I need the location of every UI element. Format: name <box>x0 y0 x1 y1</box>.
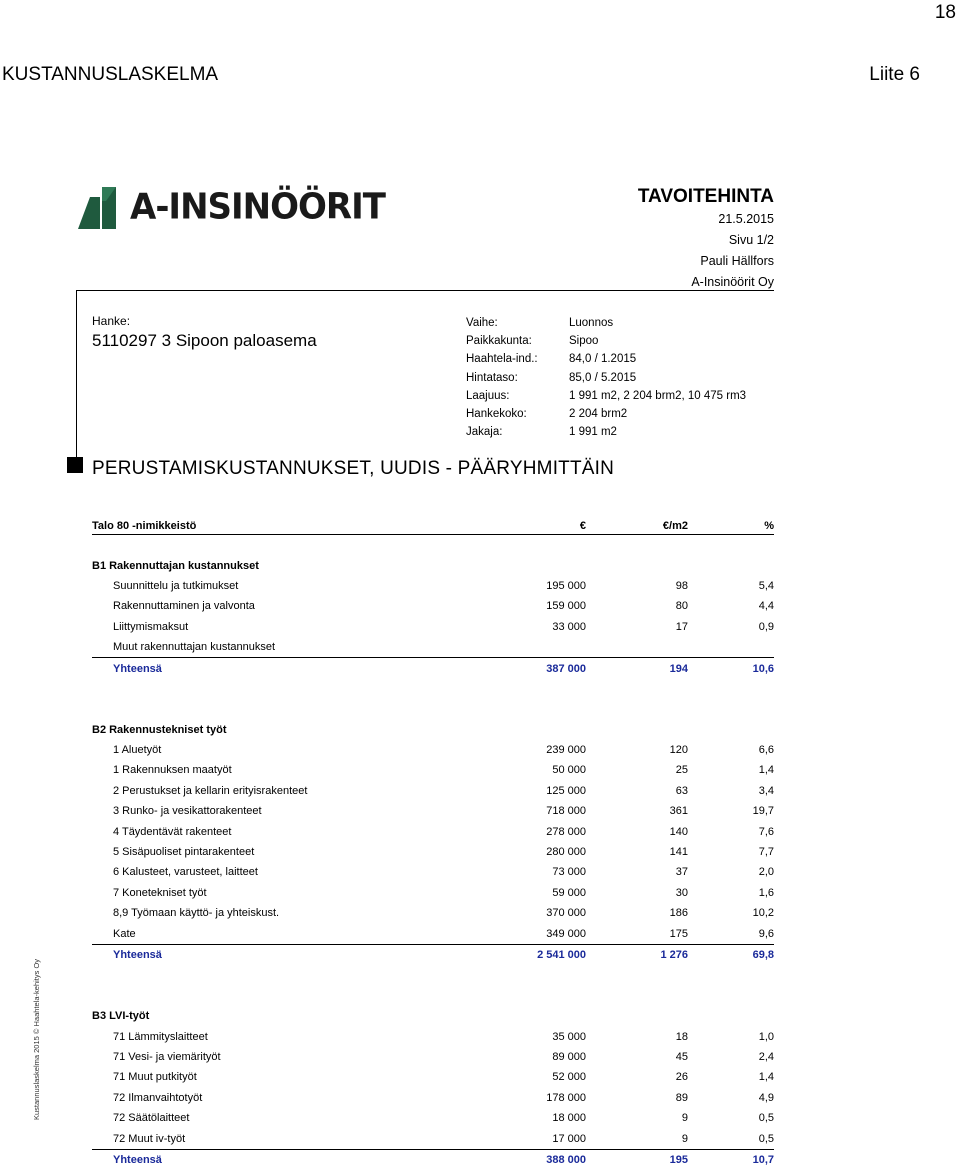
total-row <box>92 1149 774 1170</box>
cell-eur: 18 000 <box>552 1112 586 1125</box>
table-row <box>92 1088 774 1108</box>
group-spacer <box>92 965 774 985</box>
cell-name: Rakennuttaminen ja valvonta <box>113 600 255 613</box>
cell-name: 72 Ilmanvaihtotyöt <box>113 1091 203 1104</box>
table-body <box>92 535 774 1170</box>
cell-pct: 10,7 <box>752 1153 774 1166</box>
info-key: Hankekoko: <box>466 408 527 421</box>
group-spacer <box>92 699 774 719</box>
cell-eur: 52 000 <box>552 1071 586 1084</box>
info-row <box>466 369 746 387</box>
table-row <box>92 842 774 862</box>
cell-eur-m2: 141 <box>669 846 688 859</box>
project-block <box>92 314 317 351</box>
estimate-type: TAVOITEHINTA <box>637 186 774 207</box>
cell-pct: 5,4 <box>758 579 774 592</box>
cell-eur-m2: 25 <box>675 764 688 777</box>
cell-eur-m2: 361 <box>669 805 688 818</box>
info-key: Haahtela-ind.: <box>466 353 538 366</box>
cell-eur: 35 000 <box>552 1030 586 1043</box>
header-author: Pauli Hällfors <box>700 254 774 268</box>
header-page: Sivu 1/2 <box>728 233 774 247</box>
cell-pct: 4,4 <box>758 600 774 613</box>
cell-name: 72 Muut iv-työt <box>113 1132 186 1145</box>
header-date: 21.5.2015 <box>718 212 774 226</box>
table-row <box>92 821 774 841</box>
frame-line-horizontal <box>76 290 774 291</box>
table-row <box>92 1108 774 1128</box>
cell-eur-m2: 120 <box>669 744 688 757</box>
cell-name: 1 Rakennuksen maatyöt <box>113 764 232 777</box>
section-title: PERUSTAMISKUSTANNUKSET, UUDIS - PÄÄRYHMITTÄIN <box>92 458 615 479</box>
cell-eur: 370 000 <box>546 907 586 920</box>
info-key: Vaihe: <box>466 317 498 329</box>
table-row <box>92 617 774 637</box>
cell-eur-m2: 17 <box>675 620 688 633</box>
cell-eur: 73 000 <box>552 866 586 879</box>
cell-eur-m2: 175 <box>669 927 688 940</box>
info-key: Jakaja: <box>466 426 503 439</box>
table-header <box>92 517 774 535</box>
group-title <box>92 555 774 575</box>
cell-eur: 89 000 <box>552 1050 586 1063</box>
cell-eur-m2: 186 <box>669 907 688 920</box>
cell-name: Muut rakennuttajan kustannukset <box>113 641 276 654</box>
cell-name: 8,9 Työmaan käyttö- ja yhteiskust. <box>113 907 280 920</box>
cell-eur: 178 000 <box>546 1091 586 1104</box>
appendix-label: Liite 6 <box>869 64 920 85</box>
table-row <box>92 862 774 882</box>
header-pct: % <box>764 519 774 532</box>
info-value: Sipoo <box>569 335 599 348</box>
cell-name: 2 Perustukset ja kellarin erityisrakenteet <box>113 784 308 797</box>
cell-eur-m2: 18 <box>675 1030 688 1043</box>
project-info <box>466 314 746 441</box>
group-spacer <box>92 679 774 699</box>
cell-eur: 387 000 <box>546 662 586 675</box>
cell-eur-m2: 140 <box>669 825 688 838</box>
cell-pct: 1,4 <box>758 764 774 777</box>
cell-eur-m2: 80 <box>675 600 688 613</box>
info-value: 1 991 m2, 2 204 brm2, 10 475 rm3 <box>569 389 747 402</box>
cell-eur: 125 000 <box>546 784 586 797</box>
table-row <box>92 576 774 596</box>
cell-eur-m2: 89 <box>675 1091 688 1104</box>
table-row <box>92 1067 774 1087</box>
project-name: 5110297 3 Sipoon paloasema <box>92 331 317 350</box>
cell-eur-m2: 30 <box>675 886 688 899</box>
cell-name: Yhteensä <box>113 1153 162 1166</box>
table-row <box>92 1026 774 1046</box>
total-row <box>92 944 774 965</box>
info-value: Luonnos <box>569 317 614 329</box>
group-spacer <box>92 986 774 1006</box>
cell-pct: 0,5 <box>758 1112 774 1125</box>
cell-eur: 159 000 <box>546 600 586 613</box>
info-row <box>466 405 746 423</box>
group-spacer <box>92 535 774 555</box>
cell-eur: 718 000 <box>546 805 586 818</box>
cell-name: 6 Kalusteet, varusteet, laitteet <box>113 866 258 879</box>
page-number: 18 <box>934 2 956 23</box>
cell-name: Liittymismaksut <box>113 620 189 633</box>
cell-pct: 69,8 <box>752 949 774 961</box>
info-row <box>466 314 746 332</box>
table-row <box>92 903 774 923</box>
cell-name: 7 Konetekniset työt <box>113 886 207 899</box>
table-row <box>92 1047 774 1067</box>
cell-pct: 1,6 <box>758 886 774 899</box>
cell-eur-m2: 26 <box>675 1071 688 1084</box>
cell-name: 71 Lämmityslaitteet <box>113 1030 208 1043</box>
info-key: Hintataso: <box>466 371 518 384</box>
cell-eur: 59 000 <box>552 886 586 899</box>
cell-name: 5 Sisäpuoliset pintarakenteet <box>113 846 255 859</box>
cell-eur: 17 000 <box>552 1132 586 1145</box>
cell-pct: 2,0 <box>758 866 774 879</box>
cell-eur: 33 000 <box>552 620 586 633</box>
cell-pct: 19,7 <box>752 805 774 818</box>
table-row <box>92 740 774 760</box>
cell-pct: 10,6 <box>752 662 774 675</box>
cell-pct: 1,0 <box>758 1030 774 1043</box>
info-row <box>466 332 746 350</box>
table-row <box>92 923 774 943</box>
cell-eur-m2: 9 <box>681 1112 688 1125</box>
table-row <box>92 1128 774 1148</box>
info-row <box>466 387 746 405</box>
header-company: A-Insinöörit Oy <box>691 275 774 289</box>
cell-name: Suunnittelu ja tutkimukset <box>113 579 239 592</box>
cell-pct: 0,5 <box>758 1132 774 1145</box>
info-key: Paikkakunta: <box>466 335 532 348</box>
cell-eur-m2: 195 <box>669 1153 688 1166</box>
info-key: Laajuus: <box>466 389 510 402</box>
logo-mark-icon <box>76 183 124 231</box>
group-title <box>92 1006 774 1026</box>
cell-eur-m2: 98 <box>675 579 688 592</box>
group-title-text: B3 LVI-työt <box>92 1010 150 1023</box>
info-row <box>466 350 746 368</box>
header-eur: € <box>579 519 586 532</box>
info-value: 1 991 m2 <box>569 426 617 439</box>
cell-name: Kate <box>113 927 136 940</box>
section-marker <box>67 457 83 473</box>
cell-eur-m2: 9 <box>681 1132 688 1145</box>
cell-pct: 3,4 <box>758 784 774 797</box>
cell-eur: 349 000 <box>546 927 586 940</box>
cell-name: 3 Runko- ja vesikattorakenteet <box>113 805 262 818</box>
cell-name: 1 Aluetyöt <box>113 744 162 757</box>
cell-eur: 2 541 000 <box>537 949 586 961</box>
table-row <box>92 781 774 801</box>
cell-pct: 2,4 <box>758 1050 774 1063</box>
cell-pct: 7,6 <box>758 825 774 838</box>
cell-eur: 50 000 <box>552 764 586 777</box>
side-copyright-text: Kustannuslaskelma 2015 © Haahtela-kehitys Oy <box>32 958 41 1120</box>
cell-name: 4 Täydentävät rakenteet <box>113 825 232 838</box>
cell-eur: 278 000 <box>546 825 586 838</box>
cell-pct: 4,9 <box>758 1091 774 1104</box>
cell-eur-m2: 1 276 <box>660 949 688 961</box>
group-title <box>92 720 774 740</box>
cell-name: Yhteensä <box>113 949 162 961</box>
group-title-text: B1 Rakennuttajan kustannukset <box>92 559 259 572</box>
frame-line-vertical <box>76 290 77 460</box>
table-row <box>92 760 774 780</box>
cell-name: 71 Vesi- ja viemärityöt <box>113 1050 221 1063</box>
cell-eur-m2: 45 <box>675 1050 688 1063</box>
table-row <box>92 596 774 616</box>
cell-pct: 9,6 <box>758 927 774 940</box>
project-label: Hanke: <box>92 314 131 328</box>
cell-eur: 280 000 <box>546 846 586 859</box>
cell-pct: 7,7 <box>758 846 774 859</box>
cell-pct: 0,9 <box>758 620 774 633</box>
cell-pct: 6,6 <box>758 744 774 757</box>
table-row <box>92 637 774 657</box>
cell-eur-m2: 194 <box>669 662 688 675</box>
document-header <box>638 185 774 293</box>
table-row <box>92 883 774 903</box>
info-row <box>466 423 746 441</box>
cell-eur: 388 000 <box>546 1153 586 1166</box>
cell-pct: 1,4 <box>758 1071 774 1084</box>
header-name: Talo 80 -nimikkeistö <box>92 519 197 532</box>
cost-table <box>92 517 774 1170</box>
cell-pct: 10,2 <box>752 907 774 920</box>
cell-eur: 195 000 <box>546 579 586 592</box>
info-value: 84,0 / 1.2015 <box>569 353 637 366</box>
logo-text: A-INSINÖÖRIT <box>130 186 385 228</box>
cell-name: Yhteensä <box>113 662 162 675</box>
header-eur-m2: €/m2 <box>662 519 688 532</box>
cell-name: 71 Muut putkityöt <box>113 1071 197 1084</box>
cell-eur-m2: 37 <box>675 866 688 879</box>
cell-name: 72 Säätölaitteet <box>113 1112 190 1125</box>
cell-eur: 239 000 <box>546 744 586 757</box>
cell-eur-m2: 63 <box>675 784 688 797</box>
info-value: 85,0 / 5.2015 <box>569 371 637 384</box>
total-row <box>92 657 774 678</box>
group-title-text: B2 Rakennustekniset työt <box>92 723 227 736</box>
company-logo <box>76 182 385 232</box>
document-title: KUSTANNUSLASKELMA <box>2 64 219 85</box>
info-value: 2 204 brm2 <box>569 408 628 421</box>
table-row <box>92 801 774 821</box>
side-copyright <box>32 945 46 1120</box>
